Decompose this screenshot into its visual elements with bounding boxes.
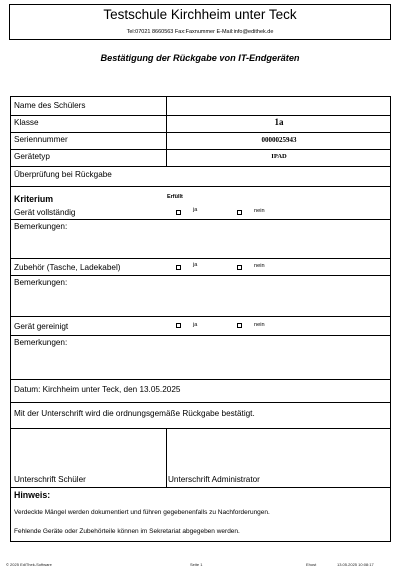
row-divider <box>10 316 391 317</box>
row-divider <box>10 335 391 336</box>
no-label: nein <box>254 322 265 328</box>
column-divider <box>166 428 167 487</box>
school-header <box>9 4 391 40</box>
yes-label: ja <box>193 322 198 328</box>
device-type-value: IPAD <box>271 153 287 160</box>
footer-datetime: 13.05.2025 10:08:17 <box>337 562 374 567</box>
yes-checkbox[interactable] <box>176 210 181 215</box>
criterion-header: Kriterium <box>14 194 54 204</box>
no-checkbox[interactable] <box>237 265 242 270</box>
remarks-label: Bemerkungen: <box>14 278 68 287</box>
row-divider <box>10 149 391 150</box>
row-divider <box>10 275 391 276</box>
check-item-label: Zubehör (Tasche, Ladekabel) <box>14 263 121 272</box>
no-label: nein <box>254 208 265 214</box>
check-item-label: Gerät gereinigt <box>14 322 69 331</box>
footer-page: Seite 1 <box>190 562 203 567</box>
row-divider <box>10 219 391 220</box>
student-signature-label: Unterschrift Schüler <box>14 475 86 484</box>
row-divider <box>10 428 391 429</box>
fulfilled-header: Erfüllt <box>167 194 183 200</box>
check-item-label: Gerät vollständig <box>14 208 76 217</box>
class-value: 1a <box>274 117 284 127</box>
yes-checkbox[interactable] <box>176 323 181 328</box>
no-checkbox[interactable] <box>237 210 242 215</box>
notice-line-1: Verdeckte Mängel werden dokumentiert und führen gegebenenfalls zu Nachforderungen. <box>14 509 270 516</box>
admin-signature-label: Unterschrift Administrator <box>168 475 260 484</box>
no-label: nein <box>254 263 265 269</box>
notice-heading: Hinweis: <box>14 490 51 500</box>
yes-label: ja <box>193 262 198 268</box>
serial-number-label: Seriennummer <box>14 135 68 144</box>
contact-line: Tel:07021 8660563 Fax:Faxnummer E-Mail:info@edithek.de <box>126 29 274 35</box>
notice-line-2: Fehlende Geräte oder Zubehörteile können im Sekretariat abgegeben werden. <box>14 528 240 535</box>
student-name-label: Name des Schülers <box>14 101 86 110</box>
remarks-label: Bemerkungen: <box>14 222 68 231</box>
row-divider <box>10 115 391 116</box>
row-divider <box>10 487 391 488</box>
footer-user: Ehost <box>306 562 317 567</box>
school-name: Testschule Kirchheim unter Teck <box>103 7 297 22</box>
yes-checkbox[interactable] <box>176 265 181 270</box>
confirmation-text: Mit der Unterschrift wird die ordnungsgemäße Rückgabe bestätigt. <box>14 409 255 418</box>
no-checkbox[interactable] <box>237 323 242 328</box>
class-label: Klasse <box>14 118 39 127</box>
check-section-label: Überprüfung bei Rückgabe <box>14 170 112 179</box>
yes-label: ja <box>193 207 198 213</box>
row-divider <box>10 402 391 403</box>
row-divider <box>10 132 391 133</box>
row-divider <box>10 186 391 187</box>
date-line: Datum: Kirchheim unter Teck, den 13.05.2025 <box>14 385 181 394</box>
device-type-label: Gerätetyp <box>14 152 50 161</box>
remarks-label: Bemerkungen: <box>14 338 68 347</box>
footer-copyright: © 2025 EdiThek-Software <box>6 562 52 567</box>
row-divider <box>10 379 391 380</box>
row-divider <box>10 166 391 167</box>
row-divider <box>10 258 391 259</box>
document-title: Bestätigung der Rückgabe von IT-Endgeräten <box>100 53 300 63</box>
serial-number-value: 0000025943 <box>261 136 297 144</box>
